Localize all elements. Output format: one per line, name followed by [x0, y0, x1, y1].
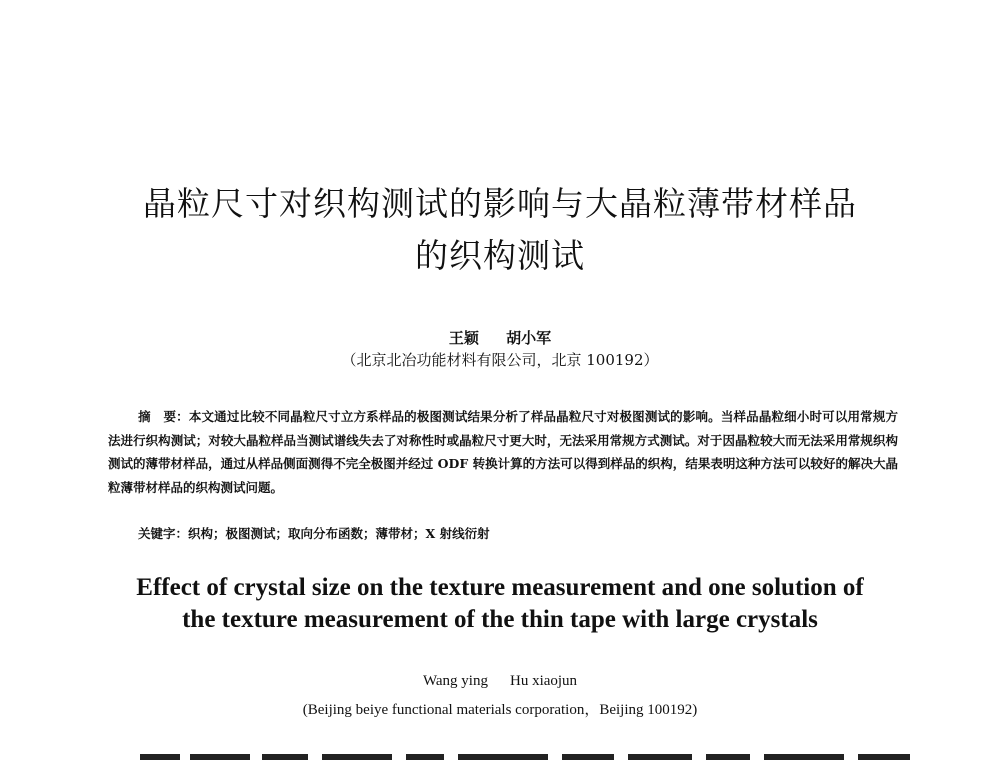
abstract-text: 本文通过比较不同晶粒尺寸立方系样品的极图测试结果分析了样品晶粒尺寸对极图测试的影响。当样品晶粒细小时可以用常规方法进行织构测试；对较大晶粒样品当测试谱线失去了对称性时或晶粒尺寸更大时，无法采用常规方式测试。对于因晶粒较大而无法采用常规织构测试的薄带材样品，通过从样品侧面测得不完全极图并经过 ODF 转换计算的方法可以得到样品的织构，结果表明这种方法可以较好的解决大晶粒薄带材样品的织构测试问题。: [108, 409, 898, 495]
english-title-line-2: the texture measurement of the thin tape with large crystals: [182, 606, 818, 633]
chinese-title: [60, 178, 940, 282]
chinese-title-line-2: 的织构测试: [415, 236, 585, 275]
chinese-title-line-1: 晶粒尺寸对织构测试的影响与大晶粒薄带材样品: [143, 184, 857, 223]
english-author-2: Hu xiaojun: [509, 673, 578, 689]
chinese-affiliation: （北京北冶功能材料有限公司，北京 100192）: [341, 351, 659, 369]
keywords-text: 织构；极图测试；取向分布函数；薄带材；X 射线衍射: [188, 526, 490, 541]
english-author-1: Wang ying: [422, 673, 488, 689]
keywords-label: 关键字：: [138, 526, 189, 541]
english-authors: [0, 673, 1000, 690]
english-title: [60, 572, 940, 636]
chinese-abstract: [108, 405, 898, 499]
english-affiliation: (Beijing beiye functional materials corporation，Beijing 100192): [302, 702, 698, 718]
chinese-authors: 王颖 胡小军: [448, 329, 552, 347]
english-title-line-1: Effect of crystal size on the texture measurement and one solution of: [136, 574, 864, 601]
cropped-text-line: [140, 748, 910, 760]
chinese-keywords: [138, 524, 490, 542]
abstract-label: 摘 要：: [138, 409, 189, 424]
